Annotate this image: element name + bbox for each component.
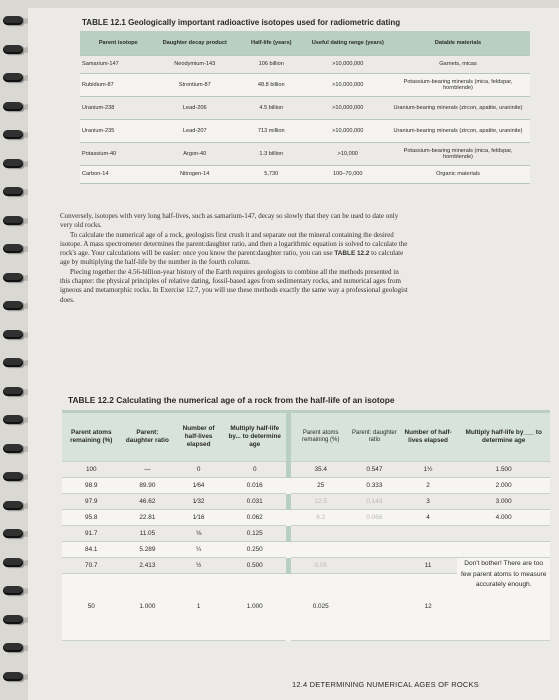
table-12-1-title: TABLE 12.1 Geologically important radioactive isotopes used for radiometric dating xyxy=(82,18,401,27)
table-12-2-cell: 0.500 xyxy=(223,558,286,574)
header-multiply-left: Multiply half-life by... to determine age xyxy=(223,413,286,462)
table-12-2-cell: 2.000 xyxy=(457,478,550,494)
body-text xyxy=(60,212,410,305)
table-12-1-header-row xyxy=(80,31,530,56)
table-12-2-cell xyxy=(457,526,550,542)
table-12-2-cell xyxy=(399,542,458,558)
table-12-1-row xyxy=(80,97,530,120)
table-12-2-cell: 0.062 xyxy=(223,510,286,526)
paragraph-1: Conversely, isotopes with very long half-lives, such as samarium-147, decay so slowly that they can be used to date only very old rocks. xyxy=(60,212,399,230)
table-12-2-cell: 2.413 xyxy=(121,558,175,574)
table-reference: TABLE 12.2 xyxy=(334,250,370,258)
header-ratio-left: Parent: daughter ratio xyxy=(121,413,175,462)
spiral-ring xyxy=(3,273,23,282)
spiral-ring xyxy=(3,358,23,367)
table-12-2-cell xyxy=(291,526,350,542)
spiral-ring xyxy=(3,73,23,82)
table-12-2-cell: 11 xyxy=(399,558,458,574)
spiral-ring xyxy=(3,102,23,111)
table-12-2-cell: ¼ xyxy=(174,542,223,558)
table-12-1-cell: Nitrogen-14 xyxy=(157,166,234,184)
table-12-2-cell: 1.500 xyxy=(457,462,550,478)
table-12-1-cell: Rubidium-87 xyxy=(80,74,157,97)
table-12-2-cell: 70.7 xyxy=(62,558,121,574)
header-parent-remaining-right: Parent atoms remaining (%) xyxy=(291,413,350,462)
table-12-1-cell: Garnets, micas xyxy=(386,56,530,74)
header-daughter-product: Daughter decay product xyxy=(157,31,234,56)
table-12-2-cell: — xyxy=(121,462,175,478)
spiral-ring xyxy=(3,45,23,54)
table-12-2-cell: 12.5 xyxy=(291,494,350,510)
table-12-1-cell: Lead-206 xyxy=(157,97,234,120)
table-12-1-cell: Uranium-238 xyxy=(80,97,157,120)
header-half-life: Half-life (years) xyxy=(233,31,310,56)
table-12-1-cell: Carbon-14 xyxy=(80,166,157,184)
table-12-2-cell: 22.81 xyxy=(121,510,175,526)
spiral-ring xyxy=(3,187,23,196)
table-12-1-cell: Potassium-bearing minerals (mica, feldspar, hornblende) xyxy=(386,143,530,166)
table-12-2-grid xyxy=(62,413,550,641)
header-dating-range: Useful dating range (years) xyxy=(310,31,387,56)
table-12-2-cell: 98.9 xyxy=(62,478,121,494)
table-12-2-cell: 1⁄32 xyxy=(174,494,223,510)
spiral-ring xyxy=(3,615,23,624)
table-12-1-cell: Argon-40 xyxy=(157,143,234,166)
spiral-ring xyxy=(3,301,23,310)
spiral-ring xyxy=(3,244,23,253)
table-12-2-cell xyxy=(350,574,399,641)
table-12-1-cell: Lead-207 xyxy=(157,120,234,143)
header-parent-isotope: Parent isotope xyxy=(80,31,157,56)
table-12-2-row xyxy=(62,494,550,510)
table-12-2-cell: 1.000 xyxy=(121,574,175,641)
table-12-1-cell: Neodymium-143 xyxy=(157,56,234,74)
spiral-ring xyxy=(3,16,23,25)
header-parent-remaining-left: Parent atoms remaining (%) xyxy=(62,413,121,462)
table-12-2-cell: 0 xyxy=(223,462,286,478)
table-12-2-cell: 3.000 xyxy=(457,494,550,510)
table-12-2-cell: 35.4 xyxy=(291,462,350,478)
table-12-2-cell: 1⁄64 xyxy=(174,478,223,494)
table-12-1-cell: >10,000,000 xyxy=(310,120,387,143)
table-12-1 xyxy=(80,18,530,184)
table-12-2-cell: 89.90 xyxy=(121,478,175,494)
header-multiply-right: Multiply half-life by___ to determine age xyxy=(457,413,550,462)
table-12-2-cell: 3 xyxy=(399,494,458,510)
spiral-ring xyxy=(3,558,23,567)
table-12-1-grid xyxy=(80,31,530,184)
table-12-2-cell: 0.333 xyxy=(350,478,399,494)
paragraph-3: Piecing together the 4.56-billion-year history of the Earth requires geologists to combine all the methods presented in this chapter: the physical principles of relative dating, fossil-based ages from sedimentary rocks, and numerical ages from igneous and metamorphic rocks. In Exercise 12.7, you will use these methods exactly the same way a professional geologist does. xyxy=(60,267,408,304)
table-12-2-cell: 91.7 xyxy=(62,526,121,542)
table-12-1-cell: Strontium-87 xyxy=(157,74,234,97)
table-12-2-cell: 95.8 xyxy=(62,510,121,526)
table-12-2-cell: 1.000 xyxy=(223,574,286,641)
table-12-2-cell: 1⁄16 xyxy=(174,510,223,526)
table-12-2-cell: 12 xyxy=(399,574,458,641)
table-12-1-cell: 106 billion xyxy=(233,56,310,74)
paragraph-2: To calculate the numerical age of a rock, geologists first crush it and separate out the mineral containing the desired isotope. A mass spectrometer determines the parent:daughter ratio, and then a logarithmic equation is solved to calculate the rock's age. Your calculations will be easier: once you know the parent:daughter ratio, you can use TABLE 12.2 to calculate age by multiplying the half-life by the number in the fourth column. xyxy=(60,230,408,267)
table-12-2-cell: 11.05 xyxy=(121,526,175,542)
table-12-2-cell: 84.1 xyxy=(62,542,121,558)
table-12-1-cell: >10,000,000 xyxy=(310,97,387,120)
table-12-2-row xyxy=(62,478,550,494)
table-12-2-cell: 0.025 xyxy=(291,574,350,641)
table-12-1-row xyxy=(80,56,530,74)
table-12-2-cell: 0.031 xyxy=(223,494,286,510)
spiral-ring xyxy=(3,672,23,681)
spiral-ring xyxy=(3,643,23,652)
table-12-2-cell: 0.016 xyxy=(223,478,286,494)
table-12-2-row xyxy=(62,462,550,478)
table-12-2-cell: 0.05 xyxy=(291,558,350,574)
table-12-1-cell: >10,000,000 xyxy=(310,74,387,97)
header-ratio-right: Parent: daughter ratio xyxy=(350,413,399,462)
spiral-ring xyxy=(3,472,23,481)
spiral-ring xyxy=(3,159,23,168)
spiral-ring xyxy=(3,529,23,538)
table-12-2-cell: 1 xyxy=(174,574,223,641)
table-12-1-row xyxy=(80,143,530,166)
table-12-2-cell: 0.250 xyxy=(223,542,286,558)
table-12-2-cell xyxy=(350,526,399,542)
header-halflives-right: Number of half-lives elapsed xyxy=(399,413,458,462)
table-12-2-cell: 1½ xyxy=(399,462,458,478)
table-12-1-cell: Potassium-40 xyxy=(80,143,157,166)
table-12-1-cell: 4.5 billion xyxy=(233,97,310,120)
table-12-1-cell: Uranium-bearing minerals (zircon, apatite, uraninite) xyxy=(386,97,530,120)
table-12-2-cell: 2 xyxy=(399,478,458,494)
spiral-ring xyxy=(3,387,23,396)
table-12-1-row xyxy=(80,120,530,143)
table-12-1-row xyxy=(80,166,530,184)
table-12-2-cell xyxy=(350,542,399,558)
table-12-2-cell: 4.000 xyxy=(457,510,550,526)
table-12-1-cell: Uranium-235 xyxy=(80,120,157,143)
table-12-2-cell: 0.066 xyxy=(350,510,399,526)
table-12-1-cell: 100–70,000 xyxy=(310,166,387,184)
table-12-2-row xyxy=(62,558,550,574)
table-12-2-cell xyxy=(399,526,458,542)
table-12-2-cell: 46.62 xyxy=(121,494,175,510)
table-12-2-cell: ⅛ xyxy=(174,526,223,542)
table-12-2-cell: 6.2 xyxy=(291,510,350,526)
table-12-2-title: TABLE 12.2 Calculating the numerical age of a rock from the half-life of an isotope xyxy=(68,395,395,405)
table-12-1-cell: 713 million xyxy=(233,120,310,143)
table-12-2-cell: 0 xyxy=(174,462,223,478)
spiral-ring xyxy=(3,444,23,453)
table-12-1-cell: Uranium-bearing minerals (zircon, apatite, uraninite) xyxy=(386,120,530,143)
table-12-1-cell: >10,000,000 xyxy=(310,56,387,74)
spiral-ring xyxy=(3,130,23,139)
table-12-2-cell: 0.547 xyxy=(350,462,399,478)
table-12-2-cell: 5.289 xyxy=(121,542,175,558)
spiral-ring xyxy=(3,216,23,225)
table-12-1-cell: Organic materials xyxy=(386,166,530,184)
page-footer: 12.4 DETERMINING NUMERICAL AGES OF ROCKS xyxy=(292,680,479,689)
table-12-2 xyxy=(62,410,550,641)
table-12-1-cell: Potassium-bearing minerals (mica, feldspar, hornblende) xyxy=(386,74,530,97)
header-halflives-left: Number of half-lives elapsed xyxy=(174,413,223,462)
table-12-2-cell xyxy=(350,558,399,574)
table-12-1-cell: >10,000 xyxy=(310,143,387,166)
spiral-ring xyxy=(3,586,23,595)
table-12-2-cell xyxy=(457,542,550,558)
table-12-2-row xyxy=(62,510,550,526)
table-12-2-cell: 100 xyxy=(62,462,121,478)
spiral-ring xyxy=(3,330,23,339)
table-12-2-cell: 4 xyxy=(399,510,458,526)
table-12-2-cell xyxy=(291,542,350,558)
table-12-2-cell: 25 xyxy=(291,478,350,494)
table-12-1-cell: 48.8 billion xyxy=(233,74,310,97)
table-12-2-cell: 0.143 xyxy=(350,494,399,510)
table-12-2-row xyxy=(62,526,550,542)
spiral-ring xyxy=(3,415,23,424)
table-12-1-cell: Samarium-147 xyxy=(80,56,157,74)
table-12-1-row xyxy=(80,74,530,97)
dont-bother-note: Don't bother! There are too few parent atoms to measure accurately enough. xyxy=(457,558,550,641)
table-12-2-header-row xyxy=(62,413,550,462)
table-12-2-cell: ½ xyxy=(174,558,223,574)
table-12-2-cell: 0.125 xyxy=(223,526,286,542)
table-12-1-cell: 5,730 xyxy=(233,166,310,184)
table-12-2-cell: 97.9 xyxy=(62,494,121,510)
table-12-1-cell: 1.3 billion xyxy=(233,143,310,166)
table-12-2-row xyxy=(62,542,550,558)
spiral-ring xyxy=(3,501,23,510)
table-12-2-cell: 50 xyxy=(62,574,121,641)
header-datable-materials: Datable materials xyxy=(386,31,530,56)
